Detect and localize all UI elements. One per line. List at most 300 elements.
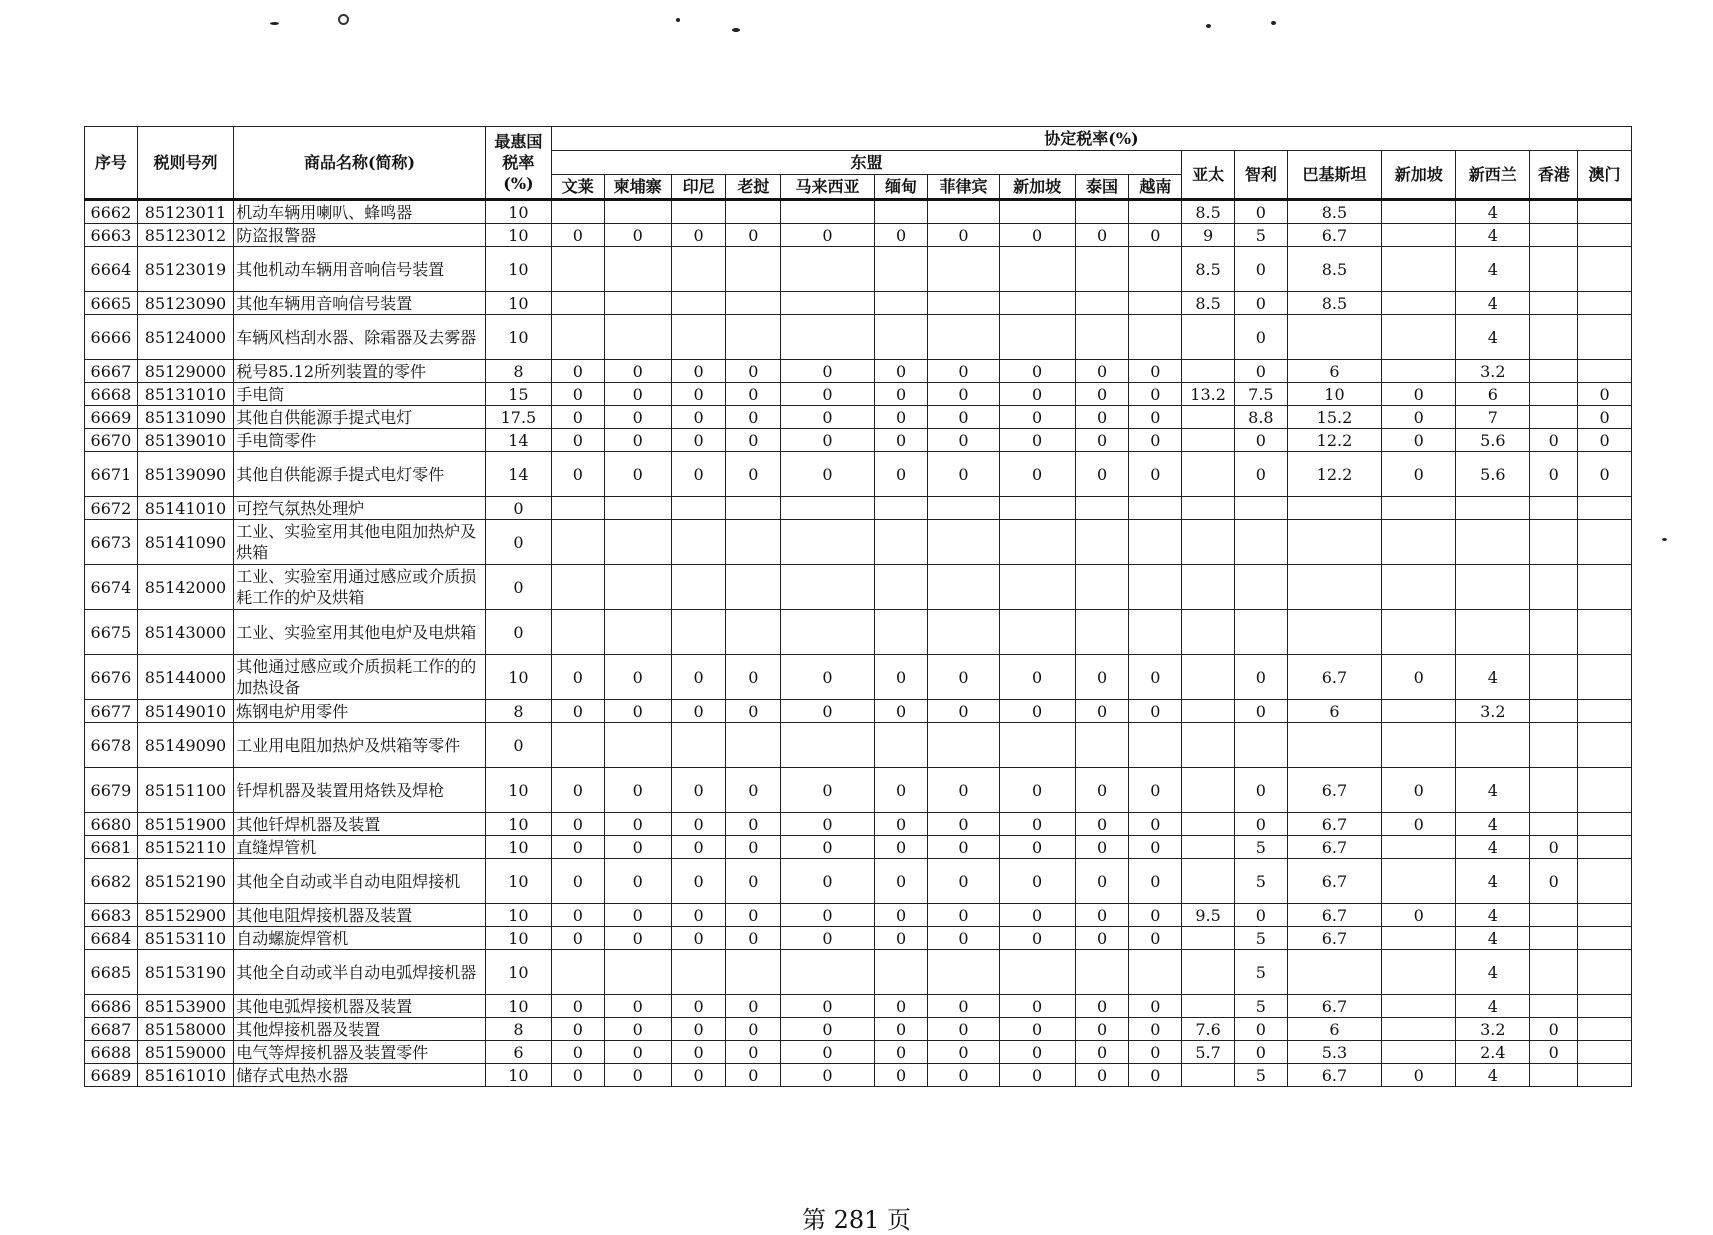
cell-singapore <box>1382 723 1456 768</box>
cell-asean-rate: 0 <box>726 406 781 429</box>
cell-asean-rate: 0 <box>726 859 781 904</box>
cell-asean-rate <box>671 292 726 315</box>
table-row <box>85 520 1632 565</box>
cell-pakistan: 6.7 <box>1287 995 1381 1018</box>
cell-seq: 6675 <box>85 610 138 655</box>
cell-code: 85151900 <box>137 813 233 836</box>
cell-seq: 6665 <box>85 292 138 315</box>
cell-seq: 6673 <box>85 520 138 565</box>
cell-asean-rate: 0 <box>781 836 874 859</box>
cell-asean-rate: 0 <box>928 224 999 247</box>
cell-code: 85152190 <box>137 859 233 904</box>
cell-asean-rate: 0 <box>671 1041 726 1064</box>
cell-asean-rate: 0 <box>1129 406 1182 429</box>
cell-macau <box>1578 859 1632 904</box>
cell-hongkong <box>1530 200 1578 224</box>
cell-singapore <box>1382 224 1456 247</box>
cell-asean-rate <box>726 610 781 655</box>
cell-asean-rate: 0 <box>781 1018 874 1041</box>
cell-asean-rate: 0 <box>781 813 874 836</box>
cell-asean-rate: 0 <box>928 1041 999 1064</box>
cell-mfn: 0 <box>485 723 551 768</box>
cell-apta <box>1182 452 1235 497</box>
cell-singapore <box>1382 360 1456 383</box>
cell-new-zealand <box>1456 723 1530 768</box>
cell-new-zealand: 4 <box>1456 200 1530 224</box>
cell-asean-rate: 0 <box>671 1064 726 1087</box>
cell-asean-rate: 0 <box>726 429 781 452</box>
cell-asean-rate: 0 <box>604 836 671 859</box>
cell-name: 防盗报警器 <box>234 224 486 247</box>
cell-seq: 6678 <box>85 723 138 768</box>
cell-asean-rate: 0 <box>999 655 1075 700</box>
cell-asean-rate: 0 <box>726 360 781 383</box>
cell-hongkong <box>1530 813 1578 836</box>
cell-asean-rate: 0 <box>551 813 604 836</box>
cell-mfn: 8 <box>485 1018 551 1041</box>
cell-code: 85149010 <box>137 700 233 723</box>
cell-asean-rate: 0 <box>999 700 1075 723</box>
cell-chile <box>1235 610 1288 655</box>
cell-asean-rate: 0 <box>999 995 1075 1018</box>
cell-chile: 5 <box>1235 927 1288 950</box>
cell-asean-rate <box>928 520 999 565</box>
cell-seq: 6680 <box>85 813 138 836</box>
cell-asean-rate <box>1075 520 1129 565</box>
cell-asean-rate <box>1129 520 1182 565</box>
cell-name: 炼钢电炉用零件 <box>234 700 486 723</box>
cell-asean-rate: 0 <box>726 995 781 1018</box>
cell-macau <box>1578 1018 1632 1041</box>
cell-chile <box>1235 520 1288 565</box>
cell-macau <box>1578 768 1632 813</box>
cell-pakistan <box>1287 565 1381 610</box>
cell-asean-rate: 0 <box>551 904 604 927</box>
cell-asean-rate <box>928 200 999 224</box>
cell-macau <box>1578 995 1632 1018</box>
cell-new-zealand: 4 <box>1456 292 1530 315</box>
cell-asean-rate: 0 <box>781 224 874 247</box>
cell-asean-rate <box>726 497 781 520</box>
cell-name: 车辆风档刮水器、除霜器及去雾器 <box>234 315 486 360</box>
cell-asean-rate: 0 <box>671 995 726 1018</box>
cell-asean-rate <box>551 497 604 520</box>
cell-macau <box>1578 315 1632 360</box>
header-asean-member: 新加坡 <box>999 175 1075 200</box>
cell-asean-rate: 0 <box>726 768 781 813</box>
cell-chile: 0 <box>1235 1041 1288 1064</box>
cell-asean-rate: 0 <box>928 904 999 927</box>
cell-asean-rate: 0 <box>551 224 604 247</box>
cell-asean-rate <box>604 247 671 292</box>
cell-new-zealand: 3.2 <box>1456 700 1530 723</box>
cell-hongkong <box>1530 247 1578 292</box>
cell-apta <box>1182 315 1235 360</box>
cell-new-zealand <box>1456 520 1530 565</box>
cell-mfn: 10 <box>485 813 551 836</box>
table-row <box>85 292 1632 315</box>
cell-macau <box>1578 200 1632 224</box>
cell-apta <box>1182 565 1235 610</box>
cell-apta <box>1182 429 1235 452</box>
table-row <box>85 429 1632 452</box>
cell-pakistan <box>1287 497 1381 520</box>
table-row <box>85 813 1632 836</box>
cell-asean-rate <box>726 200 781 224</box>
cell-hongkong <box>1530 497 1578 520</box>
cell-code: 85152110 <box>137 836 233 859</box>
cell-asean-rate: 0 <box>1075 813 1129 836</box>
cell-hongkong <box>1530 224 1578 247</box>
header-agreement-partner: 亚太 <box>1182 151 1235 200</box>
cell-new-zealand: 4 <box>1456 927 1530 950</box>
cell-chile: 0 <box>1235 1018 1288 1041</box>
cell-asean-rate: 0 <box>874 995 928 1018</box>
cell-asean-rate <box>999 520 1075 565</box>
cell-hongkong <box>1530 315 1578 360</box>
cell-asean-rate <box>781 610 874 655</box>
cell-asean-rate <box>671 315 726 360</box>
cell-asean-rate: 0 <box>671 452 726 497</box>
table-row <box>85 723 1632 768</box>
cell-asean-rate: 0 <box>781 429 874 452</box>
cell-asean-rate <box>928 497 999 520</box>
cell-macau <box>1578 723 1632 768</box>
cell-macau: 0 <box>1578 429 1632 452</box>
cell-asean-rate <box>781 247 874 292</box>
cell-asean-rate: 0 <box>726 813 781 836</box>
table-row <box>85 383 1632 406</box>
cell-seq: 6689 <box>85 1064 138 1087</box>
cell-hongkong <box>1530 565 1578 610</box>
table-row <box>85 452 1632 497</box>
cell-code: 85149090 <box>137 723 233 768</box>
cell-asean-rate <box>604 497 671 520</box>
cell-asean-rate: 0 <box>726 224 781 247</box>
cell-asean-rate: 0 <box>1129 452 1182 497</box>
cell-seq: 6669 <box>85 406 138 429</box>
cell-singapore <box>1382 565 1456 610</box>
cell-hongkong: 0 <box>1530 859 1578 904</box>
cell-asean-rate: 0 <box>874 700 928 723</box>
cell-singapore: 0 <box>1382 452 1456 497</box>
cell-seq: 6687 <box>85 1018 138 1041</box>
cell-chile <box>1235 497 1288 520</box>
cell-new-zealand: 4 <box>1456 859 1530 904</box>
cell-code: 85139010 <box>137 429 233 452</box>
cell-pakistan: 6.7 <box>1287 836 1381 859</box>
header-asean-member: 柬埔寨 <box>604 175 671 200</box>
table-row <box>85 904 1632 927</box>
cell-code: 85143000 <box>137 610 233 655</box>
cell-asean-rate <box>928 723 999 768</box>
cell-name: 机动车辆用喇叭、蜂鸣器 <box>234 200 486 224</box>
cell-asean-rate: 0 <box>726 383 781 406</box>
cell-asean-rate: 0 <box>1075 904 1129 927</box>
cell-asean-rate: 0 <box>874 360 928 383</box>
cell-asean-rate: 0 <box>551 655 604 700</box>
cell-asean-rate: 0 <box>604 1064 671 1087</box>
cell-asean-rate: 0 <box>999 383 1075 406</box>
cell-asean-rate: 0 <box>671 406 726 429</box>
cell-name: 自动螺旋焊管机 <box>234 927 486 950</box>
cell-new-zealand: 3.2 <box>1456 1018 1530 1041</box>
cell-mfn: 10 <box>485 995 551 1018</box>
header-asean-member: 老挝 <box>726 175 781 200</box>
cell-asean-rate: 0 <box>1129 1064 1182 1087</box>
cell-asean-rate: 0 <box>928 360 999 383</box>
cell-asean-rate: 0 <box>551 927 604 950</box>
cell-asean-rate: 0 <box>1075 700 1129 723</box>
cell-asean-rate <box>671 520 726 565</box>
cell-asean-rate: 0 <box>671 904 726 927</box>
cell-code: 85139090 <box>137 452 233 497</box>
cell-asean-rate: 0 <box>551 429 604 452</box>
cell-asean-rate: 0 <box>928 995 999 1018</box>
cell-pakistan: 6.7 <box>1287 224 1381 247</box>
cell-asean-rate <box>928 315 999 360</box>
cell-asean-rate: 0 <box>1129 429 1182 452</box>
cell-hongkong <box>1530 768 1578 813</box>
cell-asean-rate <box>604 723 671 768</box>
cell-mfn: 6 <box>485 1041 551 1064</box>
cell-asean-rate: 0 <box>671 927 726 950</box>
cell-asean-rate: 0 <box>1075 655 1129 700</box>
cell-asean-rate <box>671 950 726 995</box>
cell-asean-rate: 0 <box>874 768 928 813</box>
cell-asean-rate <box>874 315 928 360</box>
cell-asean-rate: 0 <box>1129 224 1182 247</box>
cell-asean-rate: 0 <box>671 429 726 452</box>
cell-asean-rate: 0 <box>1129 836 1182 859</box>
cell-singapore <box>1382 520 1456 565</box>
cell-chile: 0 <box>1235 360 1288 383</box>
cell-code: 85153190 <box>137 950 233 995</box>
cell-asean-rate: 0 <box>928 655 999 700</box>
cell-apta: 5.7 <box>1182 1041 1235 1064</box>
cell-asean-rate: 0 <box>1129 655 1182 700</box>
cell-pakistan: 5.3 <box>1287 1041 1381 1064</box>
cell-asean-rate <box>999 247 1075 292</box>
cell-asean-rate <box>1129 565 1182 610</box>
cell-singapore <box>1382 995 1456 1018</box>
cell-asean-rate <box>781 200 874 224</box>
cell-new-zealand <box>1456 497 1530 520</box>
cell-new-zealand: 4 <box>1456 1064 1530 1087</box>
cell-asean-rate: 0 <box>604 700 671 723</box>
cell-pakistan: 10 <box>1287 383 1381 406</box>
cell-name: 其他车辆用音响信号装置 <box>234 292 486 315</box>
cell-macau <box>1578 224 1632 247</box>
table-row <box>85 1041 1632 1064</box>
cell-asean-rate <box>999 292 1075 315</box>
cell-asean-rate <box>874 610 928 655</box>
cell-pakistan: 8.5 <box>1287 292 1381 315</box>
cell-chile <box>1235 723 1288 768</box>
cell-asean-rate: 0 <box>1075 1041 1129 1064</box>
cell-macau <box>1578 610 1632 655</box>
cell-asean-rate <box>1129 292 1182 315</box>
cell-seq: 6662 <box>85 200 138 224</box>
cell-code: 85151100 <box>137 768 233 813</box>
scan-speck <box>732 28 740 32</box>
cell-singapore: 0 <box>1382 768 1456 813</box>
cell-code: 85131010 <box>137 383 233 406</box>
cell-asean-rate <box>1075 200 1129 224</box>
cell-asean-rate <box>604 200 671 224</box>
cell-code: 85153900 <box>137 995 233 1018</box>
cell-seq: 6671 <box>85 452 138 497</box>
cell-asean-rate: 0 <box>874 904 928 927</box>
cell-asean-rate: 0 <box>781 1041 874 1064</box>
cell-asean-rate: 0 <box>551 768 604 813</box>
cell-singapore <box>1382 950 1456 995</box>
cell-asean-rate: 0 <box>726 836 781 859</box>
table-row <box>85 200 1632 224</box>
header-agreement-partner: 香港 <box>1530 151 1578 200</box>
cell-mfn: 10 <box>485 292 551 315</box>
cell-asean-rate <box>928 247 999 292</box>
cell-asean-rate: 0 <box>781 904 874 927</box>
header-agreement-partner: 巴基斯坦 <box>1287 151 1381 200</box>
cell-hongkong <box>1530 700 1578 723</box>
cell-asean-rate: 0 <box>551 836 604 859</box>
cell-hongkong <box>1530 655 1578 700</box>
cell-singapore: 0 <box>1382 383 1456 406</box>
cell-code: 85142000 <box>137 565 233 610</box>
cell-macau <box>1578 904 1632 927</box>
cell-apta <box>1182 700 1235 723</box>
cell-new-zealand: 5.6 <box>1456 452 1530 497</box>
cell-asean-rate <box>874 950 928 995</box>
cell-asean-rate: 0 <box>551 1041 604 1064</box>
cell-asean-rate: 0 <box>604 224 671 247</box>
header-name: 商品名称(简称) <box>234 127 486 200</box>
cell-chile: 0 <box>1235 200 1288 224</box>
cell-name: 可控气氛热处理炉 <box>234 497 486 520</box>
table-row <box>85 1064 1632 1087</box>
cell-hongkong <box>1530 927 1578 950</box>
cell-macau <box>1578 655 1632 700</box>
cell-asean-rate: 0 <box>1129 813 1182 836</box>
cell-seq: 6676 <box>85 655 138 700</box>
cell-asean-rate <box>551 200 604 224</box>
cell-pakistan <box>1287 610 1381 655</box>
cell-asean-rate <box>671 610 726 655</box>
cell-asean-rate: 0 <box>999 927 1075 950</box>
cell-seq: 6664 <box>85 247 138 292</box>
cell-seq: 6674 <box>85 565 138 610</box>
cell-asean-rate <box>999 565 1075 610</box>
cell-asean-rate: 0 <box>604 995 671 1018</box>
cell-asean-rate <box>1129 315 1182 360</box>
cell-hongkong <box>1530 995 1578 1018</box>
scan-speck <box>1206 24 1211 28</box>
cell-asean-rate <box>1075 723 1129 768</box>
cell-asean-rate <box>604 950 671 995</box>
cell-chile: 0 <box>1235 429 1288 452</box>
cell-new-zealand: 4 <box>1456 768 1530 813</box>
cell-asean-rate <box>999 497 1075 520</box>
cell-mfn: 10 <box>485 315 551 360</box>
cell-asean-rate: 0 <box>781 655 874 700</box>
cell-name: 其他自供能源手提式电灯 <box>234 406 486 429</box>
cell-asean-rate <box>874 200 928 224</box>
table-row <box>85 497 1632 520</box>
cell-asean-rate: 0 <box>1129 700 1182 723</box>
cell-asean-rate <box>726 292 781 315</box>
cell-asean-rate: 0 <box>671 655 726 700</box>
cell-code: 85141010 <box>137 497 233 520</box>
table-body <box>85 200 1632 1087</box>
cell-asean-rate: 0 <box>874 1041 928 1064</box>
cell-asean-rate: 0 <box>604 813 671 836</box>
cell-apta <box>1182 1064 1235 1087</box>
cell-apta <box>1182 655 1235 700</box>
cell-apta: 7.6 <box>1182 1018 1235 1041</box>
cell-asean-rate <box>604 315 671 360</box>
cell-mfn: 10 <box>485 200 551 224</box>
cell-seq: 6686 <box>85 995 138 1018</box>
cell-asean-rate: 0 <box>874 859 928 904</box>
cell-singapore <box>1382 700 1456 723</box>
header-mfn: 最惠国税率(%) <box>485 127 551 200</box>
cell-code: 85123011 <box>137 200 233 224</box>
cell-new-zealand: 4 <box>1456 224 1530 247</box>
cell-apta <box>1182 360 1235 383</box>
cell-asean-rate: 0 <box>551 1018 604 1041</box>
cell-asean-rate: 0 <box>1129 904 1182 927</box>
cell-seq: 6681 <box>85 836 138 859</box>
cell-asean-rate <box>781 723 874 768</box>
cell-asean-rate <box>781 520 874 565</box>
cell-asean-rate <box>551 723 604 768</box>
cell-name: 工业、实验室用其他电阻加热炉及烘箱 <box>234 520 486 565</box>
cell-asean-rate: 0 <box>781 383 874 406</box>
cell-asean-rate <box>671 200 726 224</box>
cell-pakistan: 6 <box>1287 360 1381 383</box>
cell-seq: 6663 <box>85 224 138 247</box>
cell-mfn: 0 <box>485 565 551 610</box>
cell-name: 其他机动车辆用音响信号装置 <box>234 247 486 292</box>
cell-new-zealand: 2.4 <box>1456 1041 1530 1064</box>
cell-asean-rate: 0 <box>781 1064 874 1087</box>
cell-apta <box>1182 610 1235 655</box>
cell-name: 工业、实验室用其他电炉及电烘箱 <box>234 610 486 655</box>
cell-asean-rate: 0 <box>999 768 1075 813</box>
cell-asean-rate: 0 <box>874 836 928 859</box>
table-row <box>85 315 1632 360</box>
cell-macau <box>1578 360 1632 383</box>
cell-asean-rate: 0 <box>874 224 928 247</box>
cell-apta <box>1182 520 1235 565</box>
cell-asean-rate: 0 <box>781 859 874 904</box>
cell-asean-rate: 0 <box>1075 452 1129 497</box>
cell-mfn: 10 <box>485 904 551 927</box>
cell-asean-rate: 0 <box>999 836 1075 859</box>
cell-singapore <box>1382 200 1456 224</box>
cell-asean-rate: 0 <box>726 452 781 497</box>
cell-name: 储存式电热水器 <box>234 1064 486 1087</box>
cell-asean-rate: 0 <box>604 655 671 700</box>
cell-asean-rate: 0 <box>671 813 726 836</box>
cell-asean-rate: 0 <box>551 452 604 497</box>
cell-pakistan: 12.2 <box>1287 429 1381 452</box>
cell-mfn: 14 <box>485 452 551 497</box>
cell-singapore <box>1382 292 1456 315</box>
table-row <box>85 655 1632 700</box>
cell-seq: 6688 <box>85 1041 138 1064</box>
